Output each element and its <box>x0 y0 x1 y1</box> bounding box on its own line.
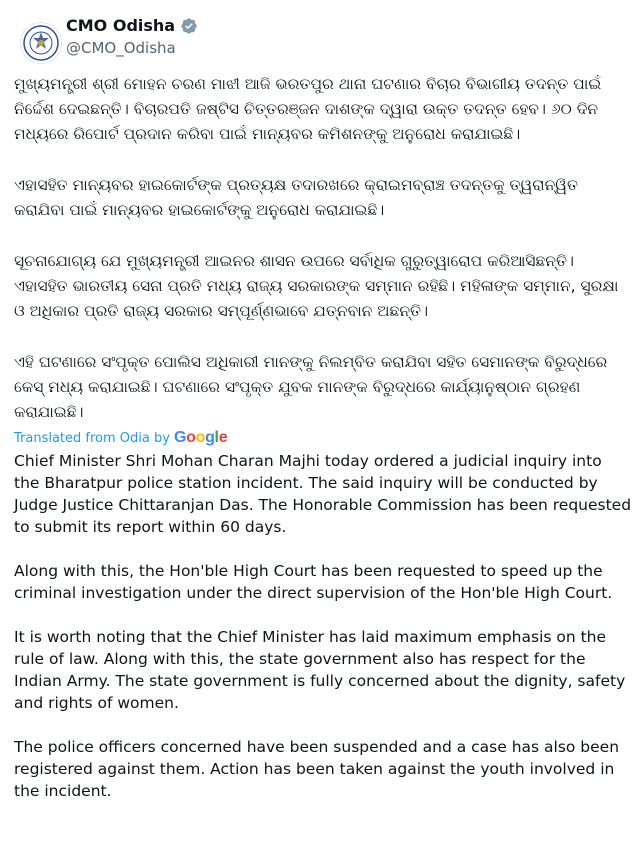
google-logo: Google <box>173 429 228 446</box>
translated-paragraph: Chief Minister Shri Mohan Charan Majhi today ordered a judicial inquiry into the Bharatpur police station incident. The said inquiry will be conducted by Judge Justice Chittaranjan Das. The Honorable Commission has been requested to submit its report within 60 days. <box>14 452 632 536</box>
original-paragraph: ଏହି ଘଟଣାରେ ସଂପୃକ୍ତ ପୋଲିସ ଅଧିକାରୀ ମାନଙ୍କୁ ନିଲମ୍ବିତ କରାଯିବା ସହିତ ସେମାନଙ୍କ ବିରୁଦ୍ଧରେ କେସ୍ ମଧ୍ୟ କରାଯାଇଛି। ଘଟଣାରେ ସଂପୃକ୍ତ ଯୁବକ ମାନଙ୍କ ବିରୁଦ୍ଧରେ କାର୍ଯ୍ୟାନୁଷ୍ଠାନ ଗ୍ରହଣ କରାଯାଇଛି। <box>14 353 608 421</box>
tweet-header <box>14 0 632 66</box>
translated-paragraph: The police officers concerned have been suspended and a case has also been registered against them. Action has been taken against the youth involved in the incident. <box>14 738 620 800</box>
original-paragraph: ଏହାସହିତ ମାନ୍ୟବର ହାଇକୋର୍ଟଙ୍କ ପ୍ରତ୍ୟକ୍ଷ ତଦାରଖରେ କ୍ରାଇମବ୍ରାଞ୍ଚ ତଦନ୍ତକୁ ତ୍ୱରାନ୍ୱିତ କରାଯିବା ପାଇଁ ମାନ୍ୟବର ହାଇକୋର୍ଟଙ୍କୁ ଅନୁରୋଧ କରାଯାଇଛି। <box>14 176 579 219</box>
original-paragraph: ସୂଚନାଯୋଗ୍ୟ ଯେ ମୁଖ୍ୟମନ୍ତ୍ରୀ ଆଇନର ଶାସନ ଉପରେ ସର୍ବାଧିକ ଗୁରୁତ୍ୱାରୋପ କରିଆସିଛନ୍ତି। ଏହାସହିତ ଭାରତୀୟ ସେନା ପ୍ରତି ମଧ୍ୟ ରାଜ୍ୟ ସରକାରଙ୍କ ସମ୍ମାନ ରହିଛି। ମହିଳାଙ୍କ ସମ୍ମାନ, ସୁରକ୍ଷା ଓ ଅଧିକାର ପ୍ରତି ରାଜ୍ୟ ସରକାର ସମ୍ପୂର୍ଣ୍ଣଭାବେ ଯତ୍ନବାନ ଅଛନ୍ତି। <box>14 252 619 320</box>
avatar[interactable] <box>20 22 62 64</box>
translation-attribution <box>14 429 632 448</box>
author-handle[interactable]: @CMO_Odisha <box>66 39 176 57</box>
verified-badge-icon <box>180 17 198 35</box>
odisha-emblem-icon <box>21 23 61 63</box>
author-display-name[interactable]: CMO Odisha <box>66 16 176 35</box>
translated-tweet-text <box>14 450 632 802</box>
original-tweet-text <box>14 72 632 425</box>
translated-from-link[interactable]: Translated from Odia by <box>14 431 170 446</box>
translated-paragraph: Along with this, the Hon'ble High Court has been requested to speed up the criminal investigation under the direct supervision of the Hon'ble High Court. <box>14 562 613 602</box>
author-names <box>66 16 198 58</box>
original-paragraph: ମୁଖ୍ୟମନ୍ତ୍ରୀ ଶ୍ରୀ ମୋହନ ଚରଣ ମାଝୀ ଆଜି ଭରତପୁର ଥାନା ଘଟଣାର ବିଚାର ବିଭାଗୀୟ ତଦନ୍ତ ପାଇଁ ନିର୍ଦ୍ଦେଶ ଦେଇଛନ୍ତି। ବିଚାରପତି ଜଷ୍ଟିସ ଚିତ୍ତରଞ୍ଜନ ଦାଶଙ୍କ ଦ୍ୱାରା ଉକ୍ତ ତଦନ୍ତ ହେବ। ୬୦ ଦିନ ମଧ୍ୟରେ ରିପୋର୍ଟ ପ୍ରଦାନ କରିବା ପାଇଁ ମାନ୍ୟବର କମିଶନଙ୍କୁ ଅନୁରୋଧ କରାଯାଇଛି। <box>14 75 602 143</box>
translated-paragraph: It is worth noting that the Chief Minister has laid maximum emphasis on the rule of law. Along with this, the state government also has respect for the Indian Army. The state government is fully concerned about the dignity, safety and rights of women. <box>14 628 626 712</box>
